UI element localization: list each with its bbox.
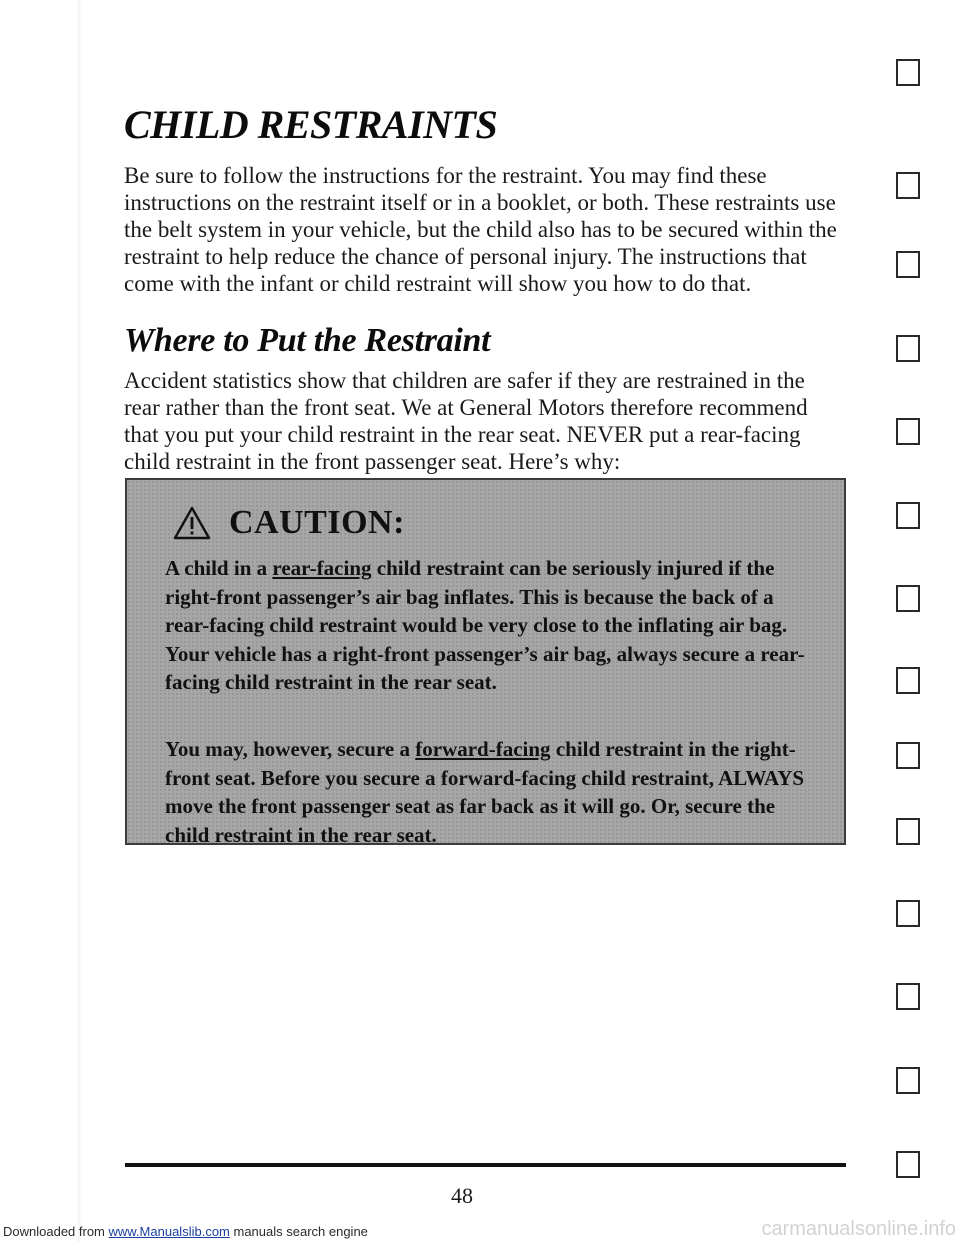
placement-paragraph: Accident statistics show that children are safer if they are restrained in the rear rather than the front seat. We at General Motors therefore recommend that you put your child restraint in the rear seat. NEVER put a rear-facing child restraint in the front passenger seat. Here’s why: — [124, 368, 808, 474]
download-watermark — [3, 1224, 368, 1239]
section-tab-marker — [896, 59, 920, 86]
caution-heading — [173, 504, 405, 542]
section-title: CHILD RESTRAINTS — [124, 102, 498, 147]
section-tab-marker — [896, 172, 920, 199]
caution-label: CAUTION: — [229, 504, 405, 541]
subsection-title: Where to Put the Restraint — [124, 322, 491, 359]
caution-box — [125, 478, 846, 845]
section-tabs — [896, 0, 926, 1242]
caution-paragraph-rear-facing — [165, 554, 815, 697]
manualslib-link[interactable]: www.Manualslib.com — [108, 1224, 230, 1239]
caution-text-segment: child restraint in the right-front seat. Before you secure a forward-facing child restraint, ALWAYS move the front passenger seat as far back as it will go. Or, secure the child restraint in the rear seat. — [165, 737, 805, 847]
section-tab-marker — [896, 1067, 920, 1094]
caution-text-segment: A child in a — [165, 556, 273, 580]
watermark-prefix: Downloaded from — [3, 1224, 109, 1239]
footer-rule — [125, 1163, 846, 1167]
forward-facing-emphasis: forward-facing — [415, 737, 551, 761]
caution-paragraph-forward-facing — [165, 735, 815, 849]
section-tab-marker — [896, 502, 920, 529]
section-tab-marker — [896, 900, 920, 927]
page-edge — [78, 0, 82, 1242]
section-tab-marker — [896, 335, 920, 362]
section-tab-marker — [896, 667, 920, 694]
page-number: 48 — [451, 1183, 473, 1208]
watermark-suffix: manuals search engine — [229, 1224, 368, 1239]
section-tab-marker — [896, 818, 920, 845]
rear-facing-emphasis: rear-facing — [272, 556, 372, 580]
intro-paragraph: Be sure to follow the instructions for the restraint. You may find these instructions on the restraint itself or in a booklet, or both. These restraints use the belt system in your vehicle, but the child also has to be secured within the restraint to help reduce the chance of personal injury. The instructions that come with the infant or child restraint will show you how to do that. — [124, 163, 837, 296]
section-tab-marker — [896, 1151, 920, 1178]
section-tab-marker — [896, 418, 920, 445]
section-tab-marker — [896, 251, 920, 278]
site-watermark: carmanualsonline.info — [761, 1218, 956, 1240]
caution-text-segment: You may, however, secure a — [165, 737, 416, 761]
section-tab-marker — [896, 742, 920, 769]
section-tab-marker — [896, 983, 920, 1010]
warning-triangle-icon — [173, 506, 211, 540]
section-tab-marker — [896, 585, 920, 612]
caution-text-segment: child restraint can be seriously injured if the right-front passenger’s air bag inflates. This is because the back of a rear-facing child restraint would be very close to the inflating air bag. Your vehicle has a right-front passenger’s air bag, always secure a rear-facing child restraint in the rear seat. — [165, 556, 805, 694]
